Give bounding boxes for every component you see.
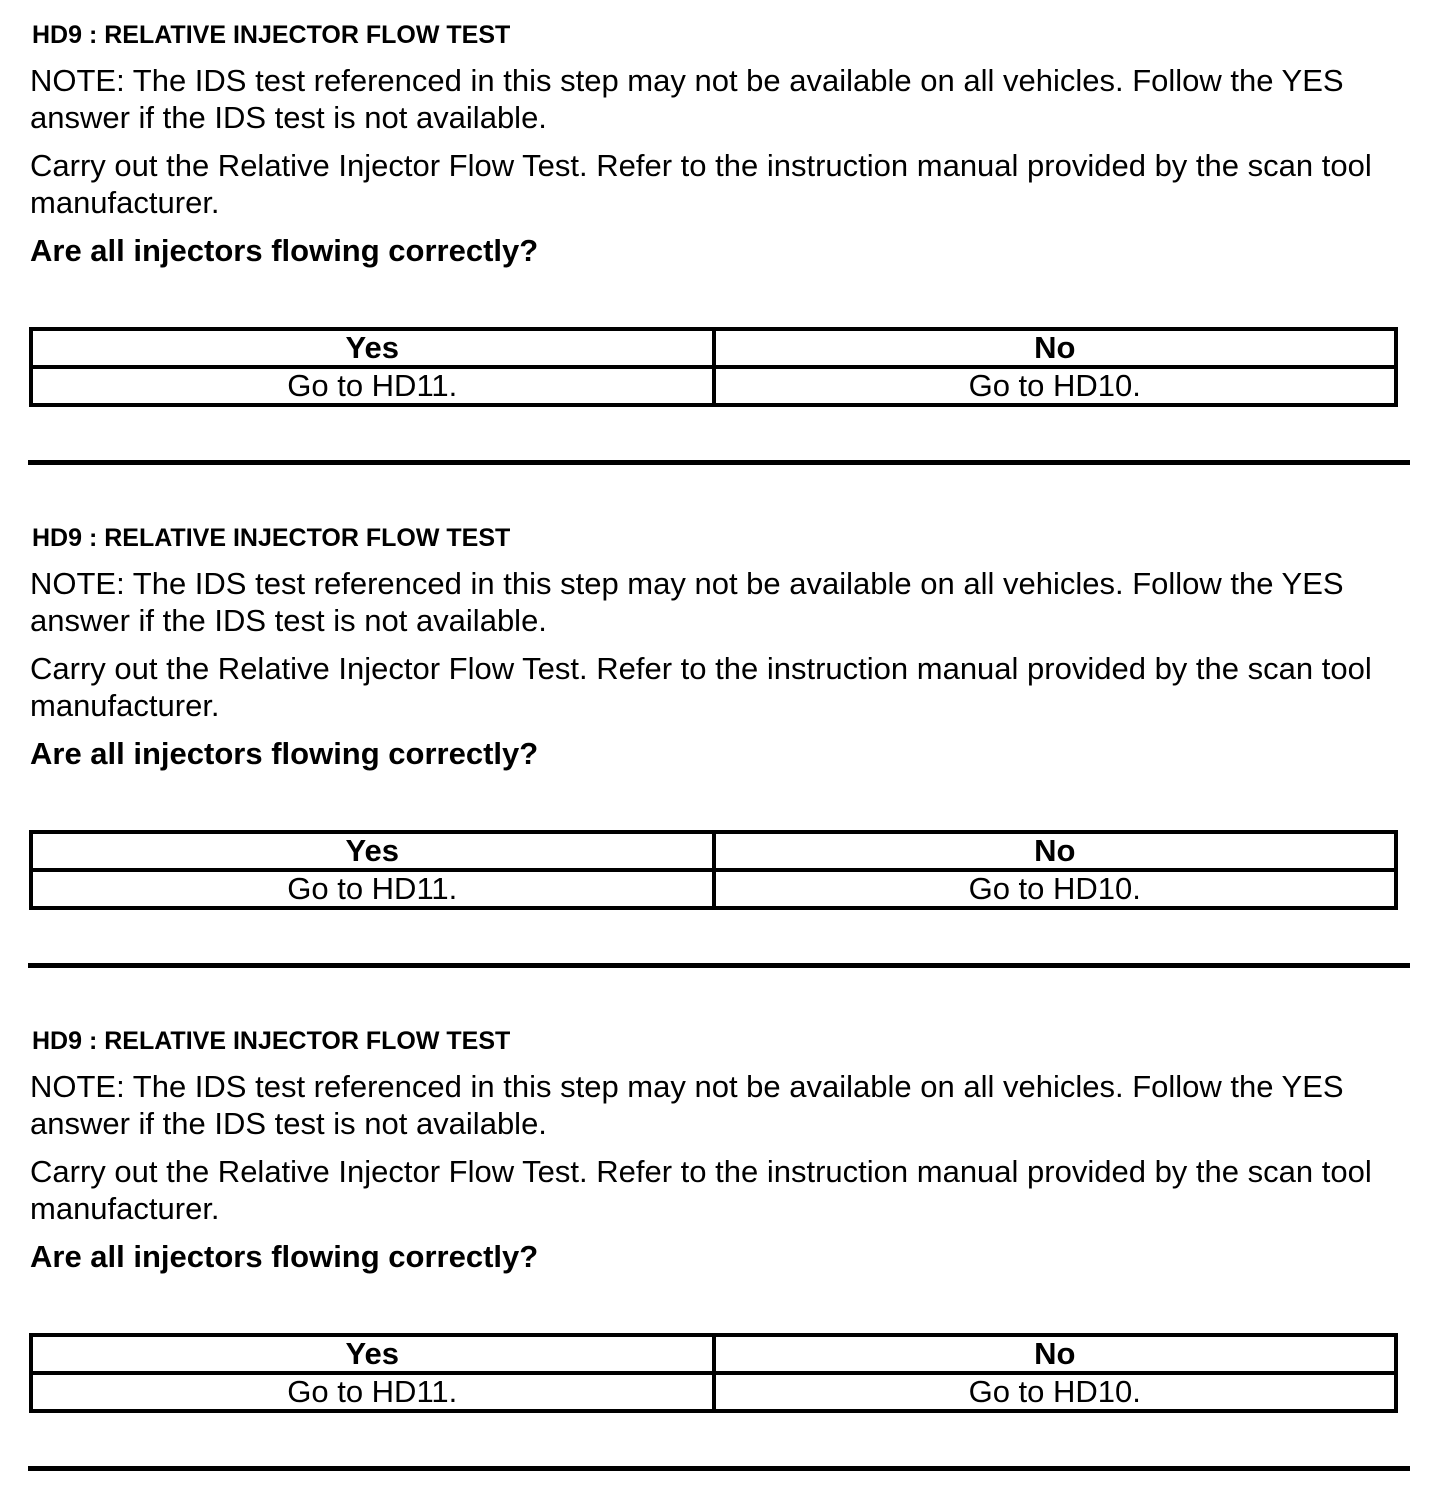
yes-action: Go to HD11.: [31, 870, 714, 908]
note-paragraph: NOTE: The IDS test referenced in this step may not be available on all vehicles. Follow the YES answer if the IDS test is not available.: [30, 63, 1344, 135]
step-title: HD9 : RELATIVE INJECTOR FLOW TEST: [32, 21, 511, 49]
no-action: Go to HD10.: [714, 1373, 1397, 1411]
answer-action-row: [31, 870, 1396, 908]
note-paragraph: NOTE: The IDS test referenced in this step may not be available on all vehicles. Follow the YES answer if the IDS test is not available.: [30, 1069, 1344, 1141]
test-step-block: [0, 0, 1440, 503]
answer-table: [29, 830, 1398, 910]
instruction-paragraph: Carry out the Relative Injector Flow Test. Refer to the instruction manual provided by the scan tool manufacturer.: [30, 1154, 1372, 1226]
answer-action-row: [31, 1373, 1396, 1411]
test-step-block: [0, 1006, 1440, 1509]
answer-table: [29, 327, 1398, 407]
yes-header: Yes: [31, 1335, 714, 1373]
no-action: Go to HD10.: [714, 367, 1397, 405]
step-title: HD9 : RELATIVE INJECTOR FLOW TEST: [32, 524, 511, 552]
answer-header-row: [31, 1335, 1396, 1373]
test-step-block: [0, 503, 1440, 1006]
yes-action: Go to HD11.: [31, 367, 714, 405]
no-header: No: [714, 832, 1397, 870]
section-divider: [28, 1466, 1410, 1471]
no-header: No: [714, 1335, 1397, 1373]
section-divider: [28, 460, 1410, 465]
answer-header-row: [31, 832, 1396, 870]
question-text: Are all injectors flowing correctly?: [30, 736, 539, 771]
answer-table: [29, 1333, 1398, 1413]
section-divider: [28, 963, 1410, 968]
no-header: No: [714, 329, 1397, 367]
instruction-paragraph: Carry out the Relative Injector Flow Test. Refer to the instruction manual provided by the scan tool manufacturer.: [30, 148, 1372, 220]
question-text: Are all injectors flowing correctly?: [30, 233, 539, 268]
note-paragraph: NOTE: The IDS test referenced in this step may not be available on all vehicles. Follow the YES answer if the IDS test is not available.: [30, 566, 1344, 638]
no-action: Go to HD10.: [714, 870, 1397, 908]
yes-header: Yes: [31, 329, 714, 367]
question-text: Are all injectors flowing correctly?: [30, 1239, 539, 1274]
yes-action: Go to HD11.: [31, 1373, 714, 1411]
instruction-paragraph: Carry out the Relative Injector Flow Test. Refer to the instruction manual provided by the scan tool manufacturer.: [30, 651, 1372, 723]
yes-header: Yes: [31, 832, 714, 870]
answer-action-row: [31, 367, 1396, 405]
step-title: HD9 : RELATIVE INJECTOR FLOW TEST: [32, 1027, 511, 1055]
answer-header-row: [31, 329, 1396, 367]
